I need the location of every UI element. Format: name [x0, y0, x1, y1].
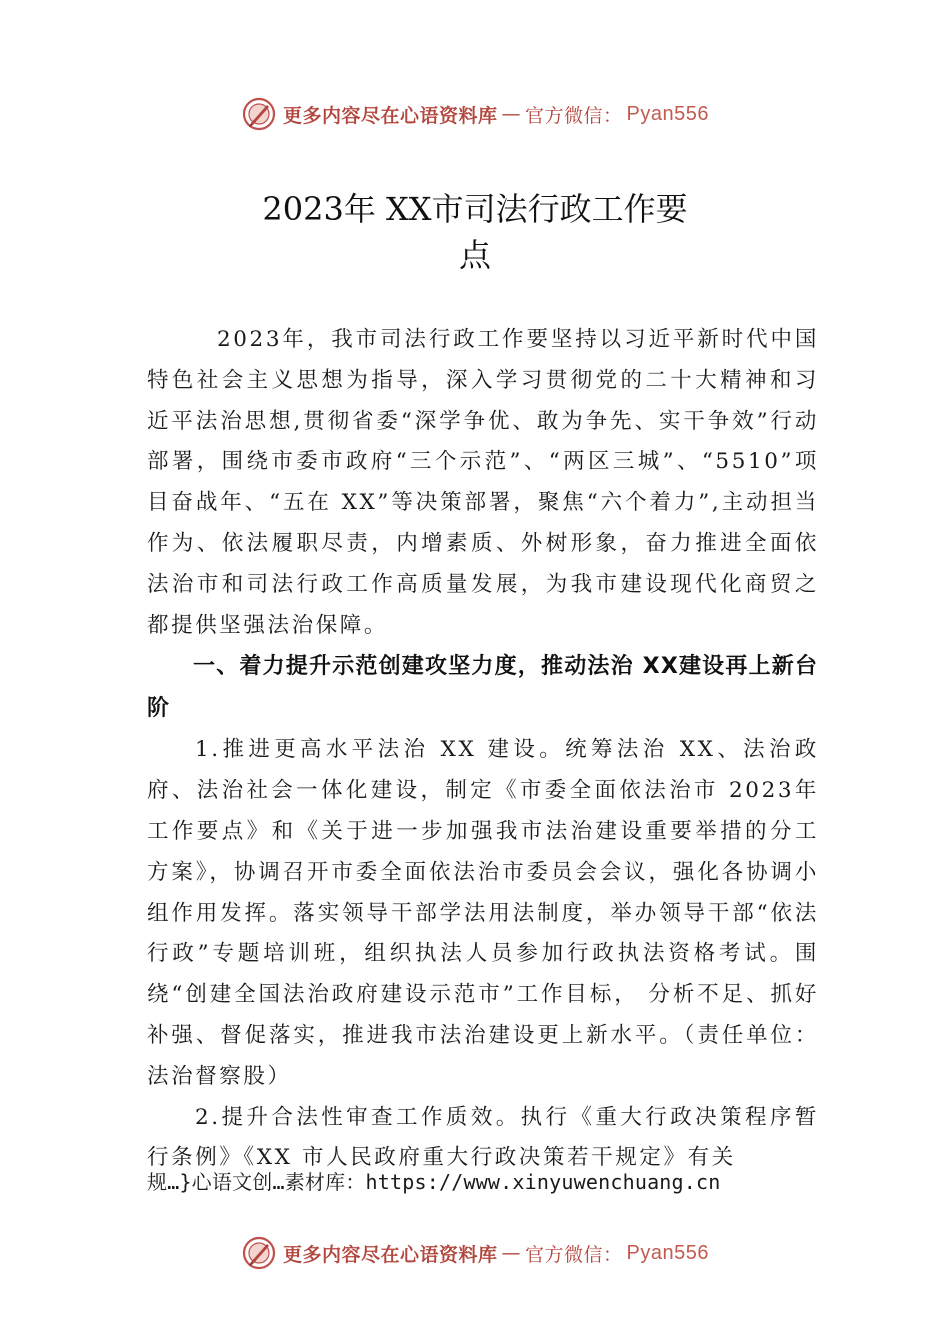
watermark-header: [0, 94, 950, 134]
document-title: [150, 186, 800, 278]
watermark-main-text: 更多内容尽在心语资料库: [283, 1243, 498, 1266]
watermark-wechat-id: Pyan556: [626, 102, 709, 125]
watermark-wechat-id: Pyan556: [626, 1241, 709, 1264]
watermark-footer: [0, 1233, 950, 1273]
intro-paragraph: 2023年，我市司法行政工作要坚持以习近平新时代中国特色社会主义思想为指导，深入学习贯彻党的二十大精神和习近平法治思想,贯彻省委“深学争优、敢为争先、实干争效”行动部署，围绕市委市政府“三个示范”、“两区三城”、“5510”项目奋战年、“五在 XX”等决策部署，聚焦“六个着力”,主动担当作为、依法履职尽责，内增素质、外树形象，奋力推进全面依法治市和司法行政工作高质量发展，为我市建设现代化商贸之都提供坚强法治保障。: [147, 327, 819, 638]
watermark-sub-text: 官方微信：: [525, 1243, 623, 1266]
watermark-main-text: 更多内容尽在心语资料库: [283, 104, 498, 127]
section-heading-1: 一、着力提升示范创建攻坚力度，推动法治 XX建设再上新台阶: [147, 654, 819, 722]
section-1-item-1: 1.推进更高水平法治 XX 建设。统筹法治 XX、法治政府、法治社会一体化建设，制定《市委全面依法治市 2023年工作要点》和《关于进一步加强我市法治建设重要举措的分工方案》，协调召开市委全面依法治市委员会会议，强化各协调小组作用发挥。落实领导干部学法用法制度，举办领导干部“依法行政”专题培训班，组织执法人员参加行政执法资格考试。围绕“创建全国法治政府建设示范市”工作目标， 分析不足、抓好补强、督促落实，推进我市法治建设更上新水平。（责任单位：法治督察股）: [147, 737, 819, 1089]
document-body: [147, 320, 819, 1179]
pen-logo-icon: [241, 96, 277, 132]
pen-logo-icon: [241, 1235, 277, 1271]
section-1-item-2: 2.提升合法性审查工作质效。执行《重大行政决策程序暂行条例》《XX 市人民政府重大行政决策若干规定》有关: [147, 1104, 819, 1171]
watermark-dash: —: [501, 103, 522, 125]
title-line-2: 点: [458, 236, 491, 274]
title-line-1: 2023年 XX市司法行政工作要: [262, 190, 688, 228]
watermark-sub-text: 官方微信：: [525, 104, 623, 127]
source-link-line: 规…}心语文创…素材库：https://www.xinyuwenchuang.cn: [147, 1170, 721, 1194]
watermark-dash: —: [501, 1242, 522, 1264]
